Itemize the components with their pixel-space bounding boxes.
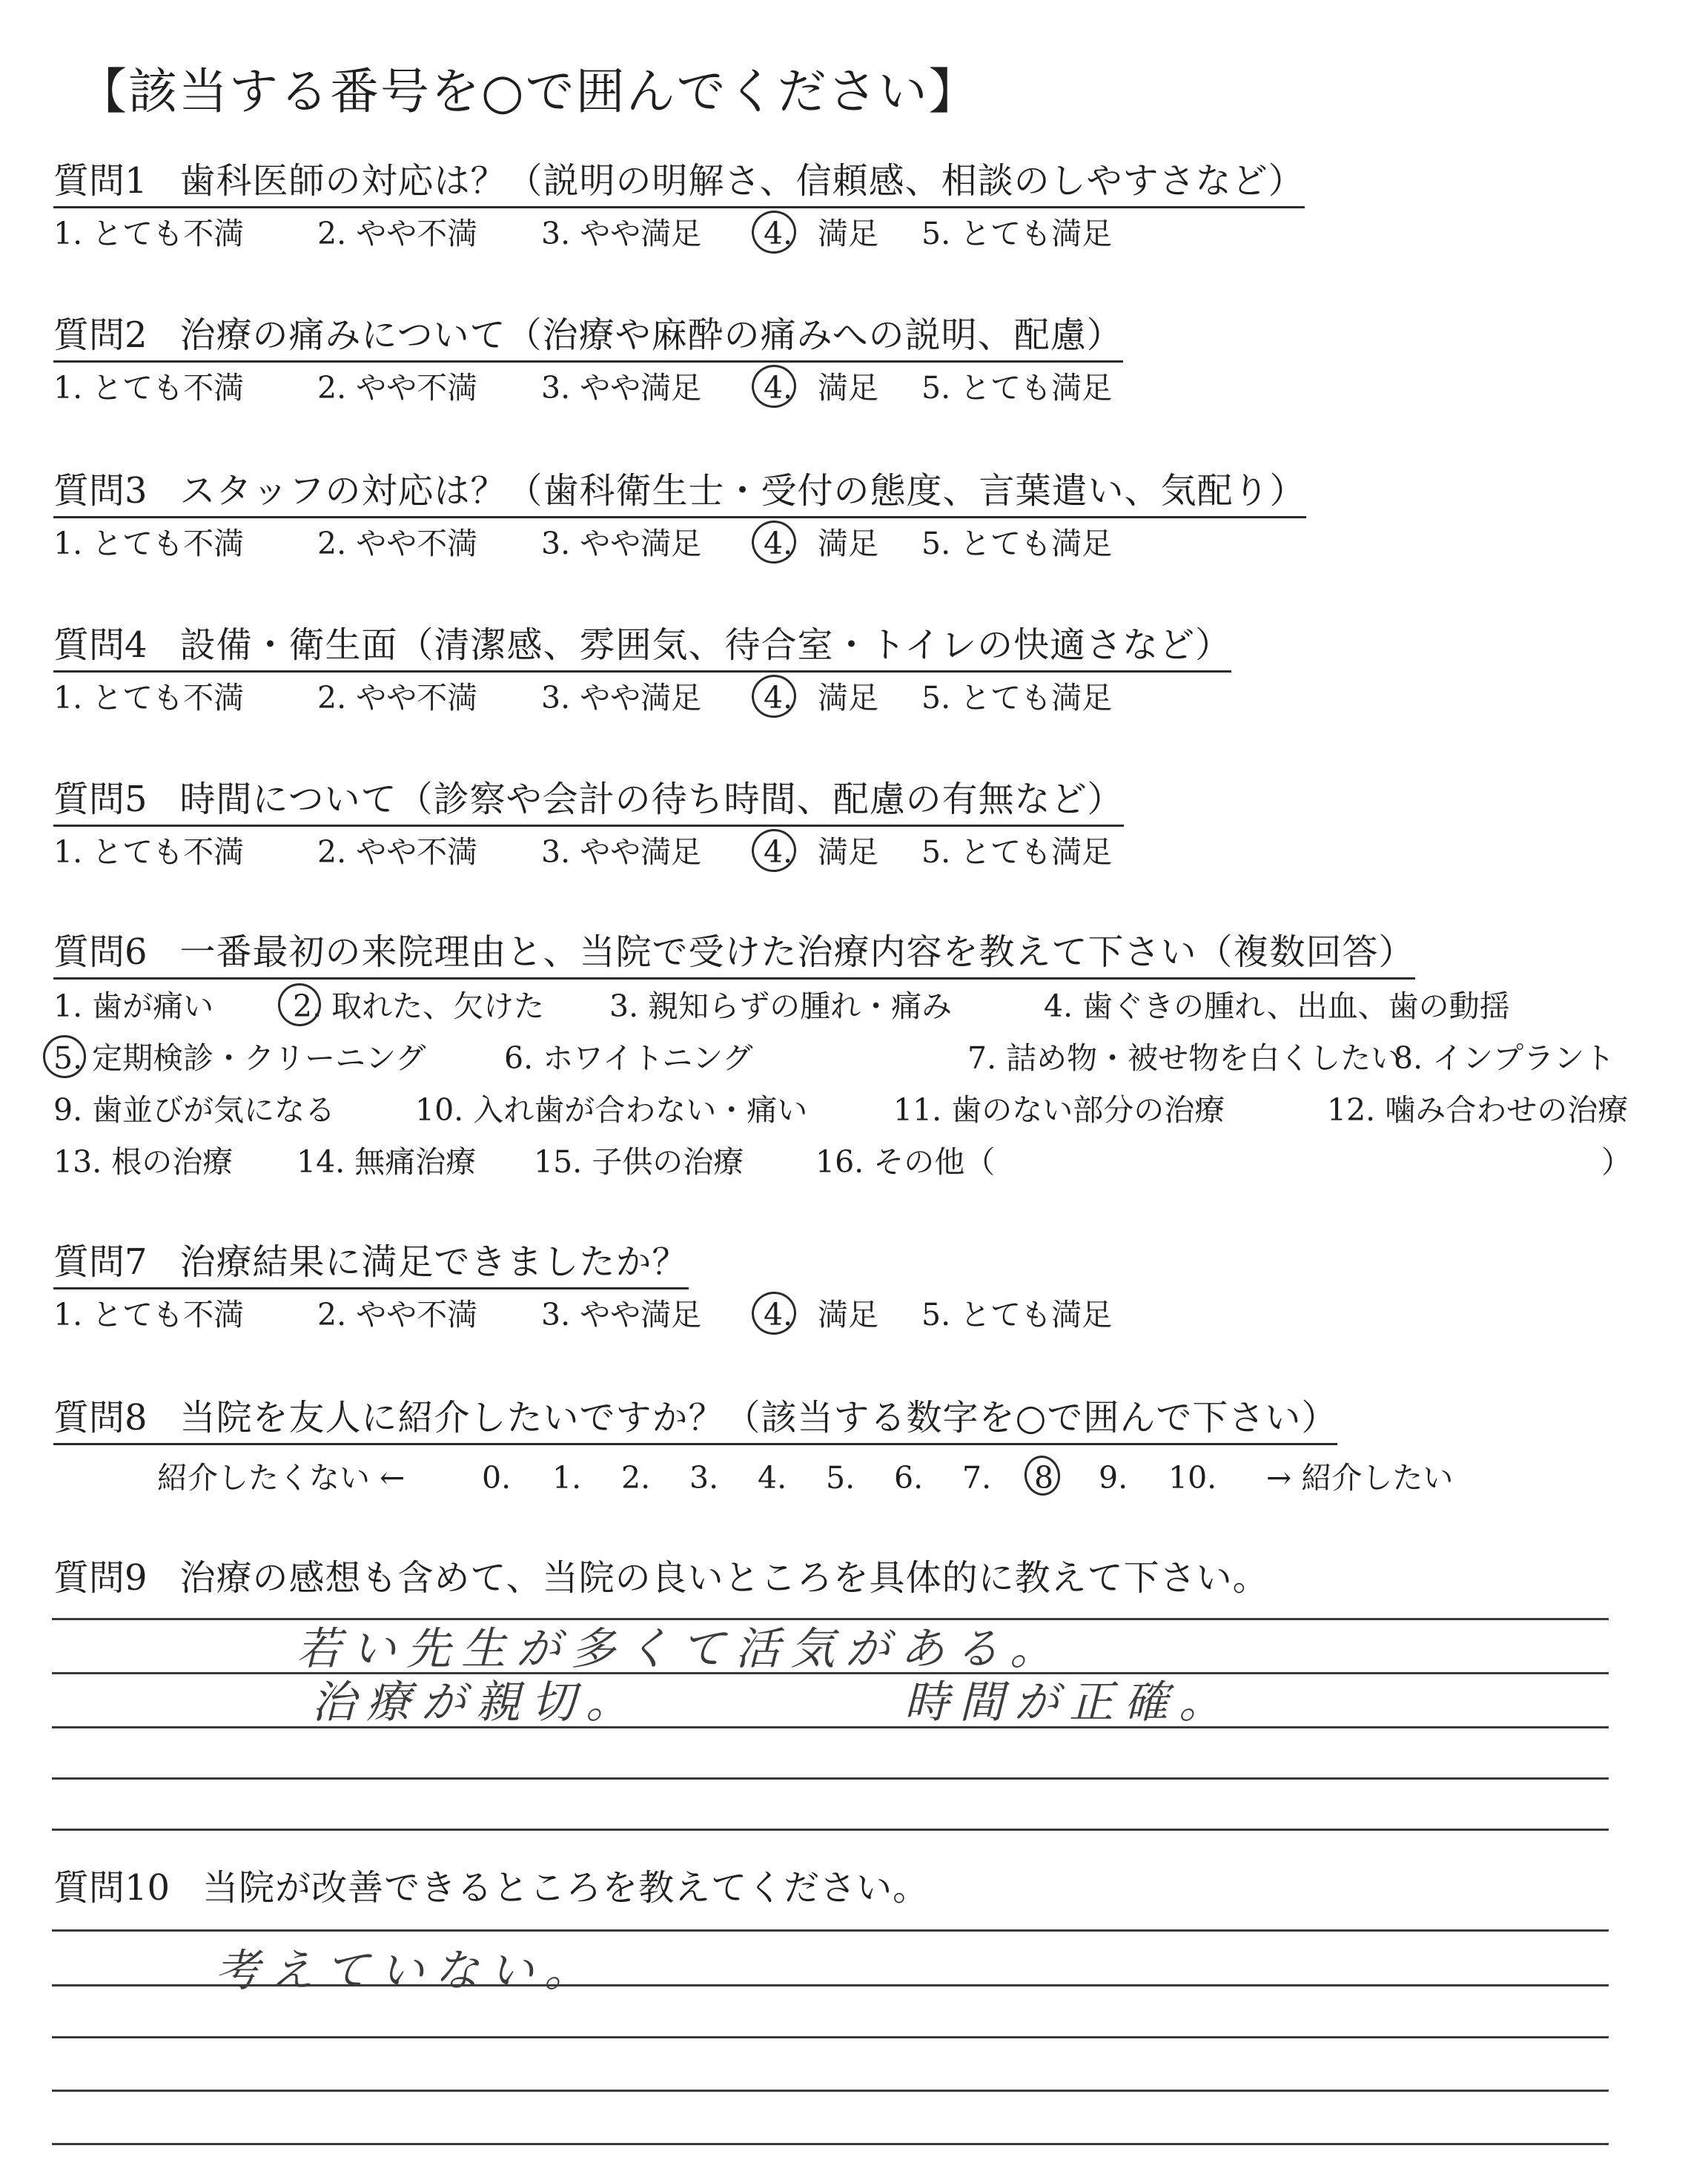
q6-option[interactable]: 1. 歯が痛い <box>53 988 214 1024</box>
answer-line <box>52 1777 1609 1780</box>
question-7-heading <box>53 1237 689 1289</box>
q6-option[interactable]: 16. その他（ <box>815 1144 996 1180</box>
q5-option[interactable]: 1. とても不満 <box>53 834 245 870</box>
q6-option[interactable]: 14. 無痛治療 <box>297 1144 477 1180</box>
question-5-heading <box>53 774 1124 827</box>
q1-option[interactable]: 満足 <box>818 216 878 251</box>
question-4-text: 設備・衛生面（清潔感、雰囲気、待合室・トイレの快適さなど） <box>179 624 1232 666</box>
answer-line <box>52 1726 1609 1728</box>
answer-line <box>52 1829 1609 1831</box>
q5-option[interactable]: 4. <box>764 834 793 870</box>
question-7-number: 質問7 <box>53 1241 148 1283</box>
q5-option[interactable]: 2. やや不満 <box>317 834 478 870</box>
q1-option[interactable]: 4. <box>764 216 793 251</box>
question-5-text: 時間について（診察や会計の待ち時間、配慮の有無など） <box>179 779 1124 820</box>
answer-line <box>52 2090 1609 2092</box>
q7-option[interactable]: 1. とても不満 <box>53 1297 245 1332</box>
question-6-text: 一番最初の来院理由と、当院で受けた治療内容を教えて下さい（複数回答） <box>179 931 1415 973</box>
question-9-number: 質問9 <box>53 1557 148 1599</box>
question-10-heading <box>53 1863 929 1913</box>
q4-option[interactable]: 2. やや不満 <box>317 680 478 716</box>
question-8-heading <box>53 1393 1337 1445</box>
q4-option[interactable]: 4. <box>764 680 793 716</box>
q6-option[interactable]: 3. 親知らずの腫れ・痛み <box>609 988 953 1024</box>
question-4-number: 質問4 <box>53 624 148 666</box>
question-3-heading <box>53 466 1306 518</box>
q3-option[interactable]: 3. やや満足 <box>541 526 702 561</box>
q6-option[interactable]: 10. 入れ歯が合わない・痛い <box>415 1092 808 1128</box>
q5-option[interactable]: 3. やや満足 <box>541 834 702 870</box>
question-1-heading <box>53 156 1305 208</box>
question-3-text: スタッフの対応は？（歯科衛生士・受付の態度、言葉遣い、気配り） <box>179 470 1306 512</box>
question-1-number: 質問1 <box>53 160 148 202</box>
q3-option[interactable]: 5. とても満足 <box>921 526 1113 561</box>
question-2-heading <box>53 310 1123 363</box>
q8-scale-option[interactable]: 4. <box>758 1460 787 1496</box>
q6-option[interactable]: 15. 子供の治療 <box>534 1144 744 1180</box>
form-title: 【該当する番号を○で囲んでください】 <box>78 63 979 120</box>
q9-handwritten-line-1: 若い先生が多くて活気がある。 <box>297 1623 1065 1675</box>
question-5-number: 質問5 <box>53 779 148 820</box>
q8-scale-option[interactable]: 6. <box>894 1460 924 1496</box>
q6-option[interactable]: 13. 根の治療 <box>53 1144 234 1180</box>
q7-option[interactable]: 5. とても満足 <box>921 1297 1113 1332</box>
question-4-heading <box>53 620 1231 673</box>
q8-selected-circle <box>1022 1453 1062 1498</box>
q9-handwritten-line-2: 治療が親切。 <box>311 1677 640 1728</box>
q1-option[interactable]: 5. とても満足 <box>921 216 1113 251</box>
q2-option[interactable]: 満足 <box>818 370 878 406</box>
q6-option[interactable]: 11. 歯のない部分の治療 <box>893 1092 1225 1128</box>
q8-scale-option[interactable]: 7. <box>962 1460 992 1496</box>
q6-option[interactable]: 2. 取れた、欠けた <box>293 988 545 1024</box>
q5-option[interactable]: 5. とても満足 <box>921 834 1113 870</box>
q3-option[interactable]: 4. <box>764 526 793 561</box>
q8-left-label: 紹介したくない ← <box>157 1460 406 1496</box>
question-1-text: 歯科医師の対応は？（説明の明解さ、信頼感、相談のしやすさなど） <box>179 160 1305 202</box>
q6-option[interactable]: 4. 歯ぐきの腫れ、出血、歯の動揺 <box>1044 988 1510 1024</box>
answer-line <box>52 2036 1609 2038</box>
question-6-number: 質問6 <box>53 931 148 973</box>
q4-option[interactable]: 満足 <box>818 680 878 716</box>
q3-option[interactable]: 満足 <box>818 526 878 561</box>
q2-option[interactable]: 3. やや満足 <box>541 370 702 406</box>
answer-line <box>52 1929 1609 1932</box>
question-6-heading <box>53 927 1415 980</box>
q7-option[interactable]: 3. やや満足 <box>541 1297 702 1332</box>
question-10-text: 当院が改善できるところを教えてください。 <box>202 1867 930 1909</box>
q6-option[interactable]: ） <box>1601 1144 1632 1180</box>
q8-scale-option[interactable]: 3. <box>689 1460 719 1496</box>
q3-option[interactable]: 2. やや不満 <box>317 526 478 561</box>
question-2-text: 治療の痛みについて（治療や麻酔の痛みへの説明、配慮） <box>179 314 1123 356</box>
question-7-text: 治療結果に満足できましたか？ <box>179 1241 689 1283</box>
answer-line <box>52 2143 1609 2145</box>
q2-option[interactable]: 5. とても満足 <box>921 370 1113 406</box>
q7-option[interactable]: 満足 <box>818 1297 878 1332</box>
q8-scale-option[interactable]: 5. <box>826 1460 855 1496</box>
q6-option[interactable]: 8. インプラント <box>1394 1040 1615 1076</box>
q6-option[interactable]: 12. 噛み合わせの治療 <box>1327 1092 1629 1128</box>
q4-option[interactable]: 5. とても満足 <box>921 680 1113 716</box>
q8-scale-option[interactable]: 1. <box>552 1460 582 1496</box>
question-3-number: 質問3 <box>53 470 148 512</box>
q6-option[interactable]: 7. 詰め物・被せ物を白くしたい <box>967 1040 1402 1076</box>
q7-option[interactable]: 4. <box>764 1297 793 1332</box>
q6-option[interactable]: 5. 定期検診・クリーニング <box>53 1040 426 1076</box>
q2-option[interactable]: 4. <box>764 370 793 406</box>
q8-scale-option[interactable]: 0. <box>482 1460 512 1496</box>
q8-scale-option[interactable]: 10. <box>1168 1460 1217 1496</box>
question-8-number: 質問8 <box>53 1397 148 1439</box>
question-9-text: 治療の感想も含めて、当院の良いところを具体的に教えて下さい。 <box>179 1557 1269 1599</box>
q8-scale-option[interactable]: 2. <box>621 1460 651 1496</box>
q6-option[interactable]: 6. ホワイトニング <box>504 1040 753 1076</box>
question-8-text: 当院を友人に紹介したいですか？（該当する数字を○で囲んで下さい） <box>179 1397 1338 1439</box>
question-9-heading <box>53 1553 1269 1603</box>
q4-option[interactable]: 1. とても不満 <box>53 680 245 716</box>
q6-option[interactable]: 9. 歯並びが気になる <box>53 1092 336 1128</box>
q7-option[interactable]: 2. やや不満 <box>317 1297 478 1332</box>
q8-scale-option[interactable]: 9. <box>1099 1460 1128 1496</box>
q1-option[interactable]: 3. やや満足 <box>541 216 702 251</box>
q10-handwritten-line-1: 考えていない。 <box>215 1945 599 1997</box>
q5-option[interactable]: 満足 <box>818 834 878 870</box>
q3-option[interactable]: 1. とても不満 <box>53 526 245 561</box>
q4-option[interactable]: 3. やや満足 <box>541 680 702 716</box>
q8-scale-option[interactable]: 8 <box>1034 1460 1054 1496</box>
question-2-number: 質問2 <box>53 314 148 356</box>
q1-option[interactable]: 1. とても不満 <box>53 216 245 251</box>
q2-option[interactable]: 1. とても不満 <box>53 370 245 406</box>
q8-right-label: → 紹介したい <box>1266 1460 1454 1496</box>
q1-option[interactable]: 2. やや不満 <box>317 216 478 251</box>
q9-handwritten-line-3: 時間が正確。 <box>904 1677 1234 1728</box>
question-10-number: 質問10 <box>53 1867 171 1909</box>
q2-option[interactable]: 2. やや不満 <box>317 370 478 406</box>
